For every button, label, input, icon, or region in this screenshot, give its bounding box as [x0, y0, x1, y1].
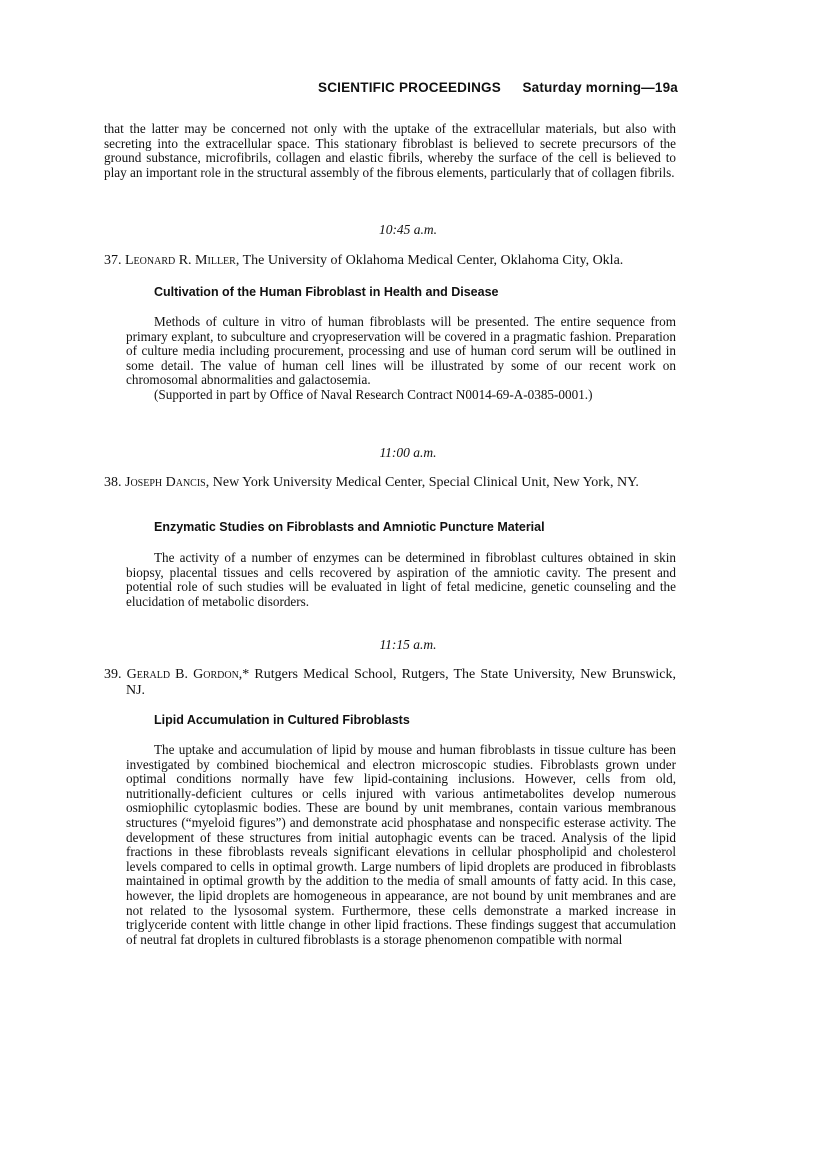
session-time: 10:45 a.m.: [378, 222, 438, 237]
support-note: (Supported in part by Office of Naval Research Contract N0014-69-A-0385-0001.): [154, 386, 593, 402]
session-time: 11:15 a.m.: [379, 637, 437, 652]
intro-block: [104, 122, 676, 180]
entry-number: 37.: [104, 253, 122, 268]
entry-heading: [104, 667, 676, 699]
abstract-paragraph: The activity of a number of enzymes can be determined in fibroblast cultures obtained in skin biopsy, placental tissues and cells recovered by aspiration of the amniotic cavity. The present and potential role of such studies will be evaluated in light of fetal medicine, genetic counseling and the elucidation of metabolic disorders.: [126, 550, 676, 609]
session-title: Lipid Accumulation in Cultured Fibroblasts: [154, 713, 410, 727]
entry-author: Gerald B. Gordon,*: [126, 667, 250, 682]
abstract-paragraph: Methods of culture in vitro of human fibroblasts will be presented. The entire sequence from primary explant, to subculture and cryopreservation will be covered in a pragmatic fashion. Preparation of culture media including procurement, processing and use of human cord serum will be outlined in some detail. The value of human cell lines will be illustrated by some of our recent work on chromosomal abnormalities and galactosemia.: [126, 314, 676, 388]
session-entry: [104, 667, 676, 699]
abstract-paragraph: The uptake and accumulation of lipid by mouse and human fibroblasts in tissue culture has been investigated by combined biochemical and electron microscopic studies. Fibroblasts grown under optimal conditions normally have few lipid-containing inclusions. However, cells from old, nutritionally-deficient cultures or cells injured with various antimetabolites develop numerous osmiophilic cytoplasmic bodies. These are bound by unit membranes, contain various membranous structures (“myeloid figures”) and demonstrate acid phosphatase and nonspecific esterase activity. The development of these structures from initial autophagic events can be traced. Analysis of the lipid fractions in these fibroblasts reveals significant elevations in cellular phospholipid and cholesterol levels compared to cells in optimal growth. Large numbers of lipid droplets are produced in fibroblasts maintained in optimal growth by the addition to the media of small amounts of fatty acid. In this case, however, the lipid droplets are homogeneous in appearance, are not bound by unit membranes and are not related to the lysosomal system. Furthermore, these cells demonstrate a marked increase in triglyceride content with little change in other lipid fractions. These findings suggest that accumulation of neutral fat droplets in cultured fibroblasts is a storage phenomenon compatible with normal: [126, 742, 676, 947]
session-title: Enzymatic Studies on Fibroblasts and Amniotic Puncture Material: [154, 520, 545, 534]
session-abstract: [126, 551, 676, 609]
entry-affiliation: , New York University Medical Center, Special Clinical Unit, New York, NY.: [205, 475, 639, 490]
running-header: [318, 80, 678, 95]
session-entry: [104, 475, 676, 491]
entry-heading: [104, 475, 676, 491]
entry-heading: [104, 253, 676, 269]
session-abstract: [126, 315, 676, 403]
entry-number: 38.: [104, 475, 122, 490]
session-time: 11:00 a.m.: [379, 445, 437, 460]
entry-number: 39.: [104, 667, 122, 682]
header-page: Saturday morning—19a: [522, 80, 678, 95]
entry-affiliation: Rutgers Medical School, Rutgers, The State University, New Brunswick, NJ.: [126, 667, 677, 698]
entry-author: Joseph Dancis: [125, 475, 206, 490]
intro-paragraph: that the latter may be concerned not only with the uptake of the extracellular materials, but also with secreting into the extracellular space. This stationary fibroblast is believed to secrete precursors of the ground substance, microfibrils, collagen and elastic fibrils, whereby the surface of the cell is believed to play an important role in the structural assembly of the fibrous elements, particularly that of collagen fibrils.: [104, 121, 676, 180]
session-abstract: [126, 743, 676, 947]
entry-author: Leonard R. Miller: [125, 253, 236, 268]
session-title: Cultivation of the Human Fibroblast in Health and Disease: [154, 285, 499, 299]
entry-affiliation: , The University of Oklahoma Medical Center, Oklahoma City, Okla.: [235, 253, 624, 268]
header-section: SCIENTIFIC PROCEEDINGS: [318, 80, 501, 95]
session-entry: [104, 253, 676, 269]
